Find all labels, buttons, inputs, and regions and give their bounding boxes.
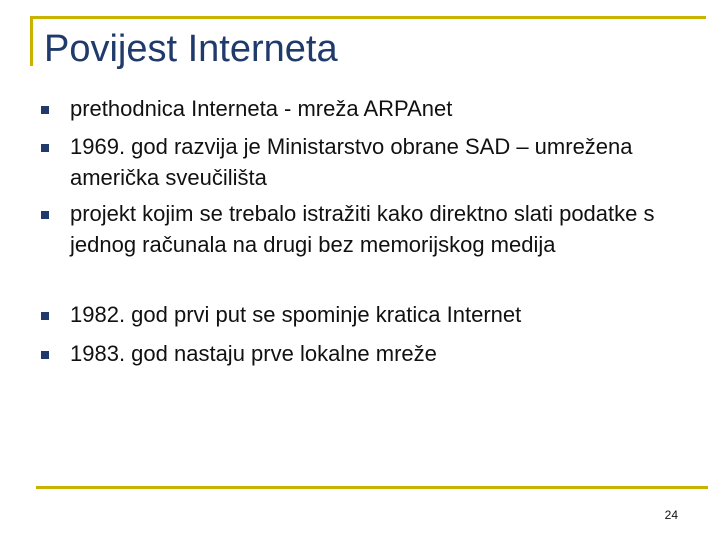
square-bullet-icon	[41, 312, 49, 320]
square-bullet-icon	[41, 106, 49, 114]
slide-number: 24	[664, 508, 678, 522]
bullet-item	[70, 199, 670, 260]
square-bullet-icon	[41, 211, 49, 219]
square-bullet-icon	[41, 144, 49, 152]
frame-left-line	[30, 16, 33, 66]
frame-top-line	[30, 16, 706, 19]
bullet-text: 1983. god nastaju prve lokalne mreže	[70, 341, 437, 366]
slide-title: Povijest Interneta	[44, 28, 338, 70]
bullet-text: prethodnica Interneta - mreža ARPAnet	[70, 96, 453, 121]
bullet-item	[70, 94, 670, 125]
bullet-text: 1982. god prvi put se spominje kratica Internet	[70, 302, 522, 327]
frame-bottom-line	[36, 486, 708, 489]
square-bullet-icon	[41, 351, 49, 359]
bullet-item	[70, 339, 670, 370]
bullet-text: 1969. god razvija je Ministarstvo obrane SAD – umrežena američka sveučilišta	[70, 134, 633, 190]
bullet-text: projekt kojim se trebalo istražiti kako direktno slati podatke s jednog računala na drugi bez memorijskog medija	[70, 201, 655, 257]
bullet-item	[70, 132, 670, 193]
bullet-item	[70, 300, 670, 331]
